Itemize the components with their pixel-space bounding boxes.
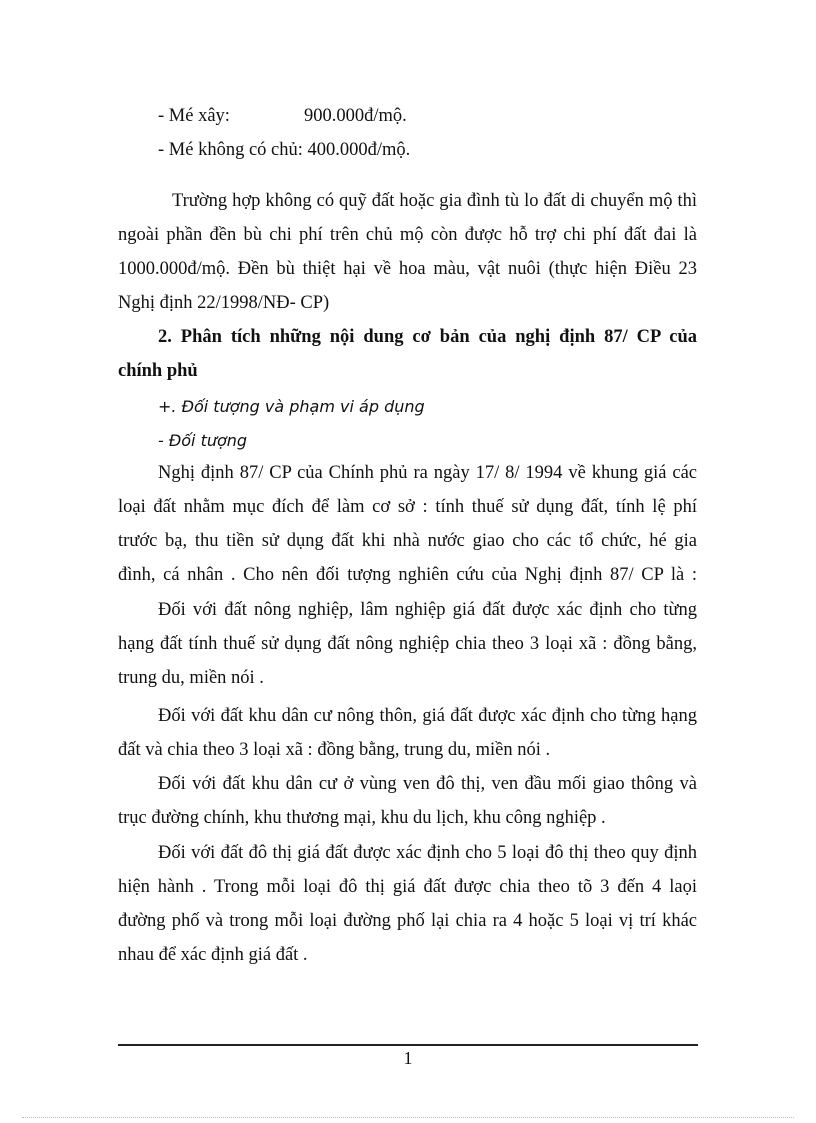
para2-line-2: loại đất nhằm mục đích để làm cơ sở : tính thuế sử dụng đất, tính lệ phí (118, 497, 697, 517)
para6-line-2: hiện hành . Trong mỗi loại đô thị giá đất được chia theo tõ 3 đến 4 laọi (118, 877, 697, 897)
footer-rule (118, 1044, 698, 1046)
para3-line-1: Đối với đất nông nghiệp, lâm nghiệp giá đất được xác định cho từng (158, 600, 697, 620)
para2-line-4: đình, cá nhân . Cho nên đối tượng nghiên cứu của Nghị định 87/ CP là : (118, 565, 697, 585)
para2-line-3: trước bạ, thu tiền sử dụng đất khi nhà nước giao cho các tổ chức, hé gia (118, 531, 697, 551)
me-khong-chu-line: - Mé không có chủ: 400.000đ/mộ. (158, 140, 411, 160)
para5-line-2: trục đường chính, khu thương mại, khu du lịch, khu công nghiệp . (118, 808, 606, 828)
section-heading-line-2: chính phủ (118, 361, 198, 381)
subheading-scope: +. Đối tượng và phạm vi áp dụng (158, 397, 425, 416)
para2-line-1: Nghị định 87/ CP của Chính phủ ra ngày 17/ 8/ 1994 về khung giá các (158, 463, 697, 483)
para6-line-3: đường phố và trong mỗi loại đường phố lại chia ra 4 hoặc 5 loại vị trí khác (118, 911, 697, 931)
para3-line-3: trung du, miền nói . (118, 668, 264, 688)
para1-line-3: 1000.000đ/mộ. Đền bù thiệt hại về hoa màu, vật nuôi (thực hiện Điều 23 (118, 259, 697, 279)
para4-line-2: đất và chia theo 3 loại xã : đồng bằng, trung du, miền nói . (118, 740, 551, 760)
para5-line-1: Đối với đất khu dân cư ở vùng ven đô thị, ven đầu mối giao thông và (158, 774, 697, 794)
para1-line-2: ngoài phần đền bù chi phí trên chủ mộ còn được hỗ trợ chi phí đất đai là (118, 225, 697, 245)
section-heading-line-1: 2. Phân tích những nội dung cơ bản của nghị định 87/ CP của (158, 327, 697, 347)
me-xay-label: - Mé xây: (158, 106, 230, 126)
me-xay-value: 900.000đ/mộ. (304, 106, 407, 126)
page-number: 1 (403, 1048, 413, 1068)
page-edge-divider (22, 1117, 794, 1118)
para1-line-1: Trường hợp không có quỹ đất hoặc gia đình tù lo đất di chuyển mộ thì (172, 191, 697, 211)
para6-line-1: Đối với đất đô thị giá đất được xác định cho 5 loại đô thị theo quy định (158, 843, 697, 863)
subheading-subject: - Đối tượng (158, 431, 248, 450)
para1-line-4: Nghị định 22/1998/NĐ- CP) (118, 293, 330, 313)
para3-line-2: hạng đất tính thuế sử dụng đất nông nghiệp chia theo 3 loại xã : đồng bằng, (118, 634, 697, 654)
para6-line-4: nhau để xác định giá đất . (118, 945, 308, 965)
para4-line-1: Đối với đất khu dân cư nông thôn, giá đất được xác định cho từng hạng (158, 706, 697, 726)
